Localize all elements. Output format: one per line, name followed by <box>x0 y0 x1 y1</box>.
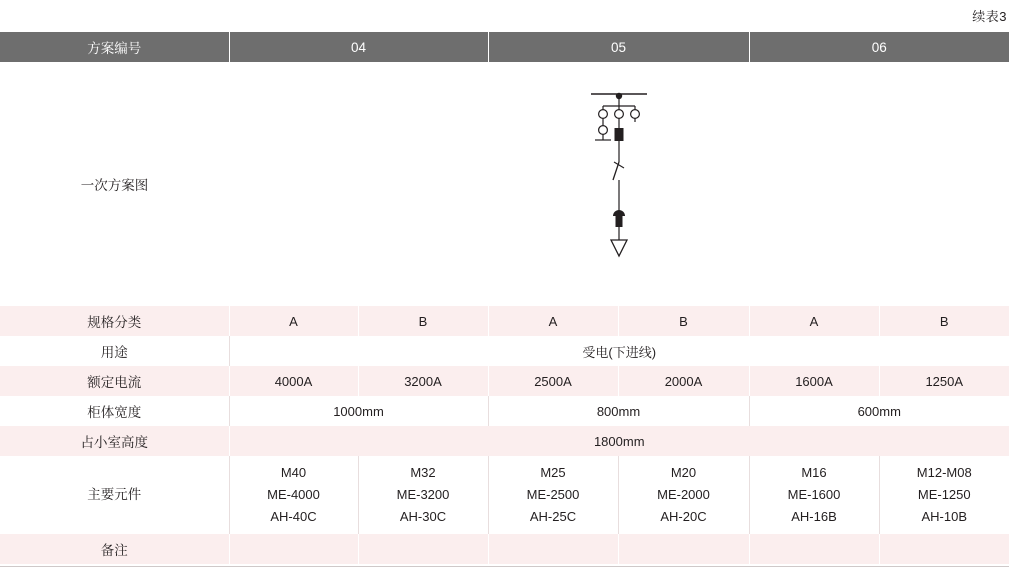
rated-current-row <box>0 366 1009 396</box>
remarks-cell-3 <box>488 534 618 564</box>
component-line: M32 <box>410 465 436 480</box>
component-line: AH-25C <box>529 509 577 524</box>
cabinet-width-value-3: 600mm <box>749 396 1009 426</box>
diagram-cell-06 <box>749 62 1009 306</box>
diagram-row-label: 一次方案图 <box>0 62 229 306</box>
component-line: ME-2500 <box>526 487 580 502</box>
spec-class-value-1: A <box>229 306 358 336</box>
remarks-label: 备注 <box>0 534 229 564</box>
one-line-diagram-icon <box>559 84 679 284</box>
remarks-row <box>0 534 1009 564</box>
component-line: AH-20C <box>660 509 707 524</box>
header-scheme-05: 05 <box>488 32 749 62</box>
diagram-cell-05 <box>488 62 749 306</box>
component-line: ME-2000 <box>657 487 710 502</box>
component-line: AH-10B <box>921 509 968 524</box>
cabinet-width-value-1: 1000mm <box>229 396 488 426</box>
component-line: ME-4000 <box>267 487 320 502</box>
spec-class-label: 规格分类 <box>0 306 229 336</box>
rated-current-value-6: 1250A <box>879 366 1009 396</box>
component-line: ME-1600 <box>787 487 841 502</box>
rated-current-value-4: 2000A <box>618 366 749 396</box>
spec-class-row <box>0 306 1009 336</box>
main-components-cell-4 <box>618 456 749 534</box>
spec-class-value-2: B <box>358 306 488 336</box>
diagram-cell-04 <box>229 62 488 306</box>
component-line: M16 <box>801 465 827 480</box>
main-components-cell-3 <box>488 456 618 534</box>
component-line: AH-16B <box>791 509 837 524</box>
room-height-label: 占小室高度 <box>0 426 229 456</box>
remarks-cell-1 <box>229 534 358 564</box>
rated-current-value-2: 3200A <box>358 366 488 396</box>
component-line: ME-1250 <box>917 487 971 502</box>
component-line: AH-30C <box>399 509 447 524</box>
usage-value: 受电(下进线) <box>229 336 1009 366</box>
spec-class-value-5: A <box>749 306 879 336</box>
main-components-cell-2 <box>358 456 488 534</box>
spec-class-value-4: B <box>618 306 749 336</box>
main-components-row <box>0 456 1009 534</box>
usage-row <box>0 336 1009 366</box>
component-line: AH-40C <box>270 509 317 524</box>
usage-label: 用途 <box>0 336 229 366</box>
main-components-label: 主要元件 <box>0 456 229 534</box>
header-scheme-06: 06 <box>749 32 1009 62</box>
component-line: M12-M08 <box>916 465 972 480</box>
cabinet-width-row <box>0 396 1009 426</box>
table-header-row <box>0 32 1009 62</box>
rated-current-value-1: 4000A <box>229 366 358 396</box>
cabinet-width-value-2: 800mm <box>488 396 749 426</box>
room-height-row <box>0 426 1009 456</box>
component-line: M25 <box>540 465 566 480</box>
room-height-value: 1800mm <box>229 426 1009 456</box>
main-components-cell-6 <box>879 456 1009 534</box>
diagram-row <box>0 62 1009 306</box>
remarks-cell-2 <box>358 534 488 564</box>
spec-class-value-6: B <box>879 306 1009 336</box>
component-line: ME-3200 <box>396 487 450 502</box>
main-components-cell-5 <box>749 456 879 534</box>
table-bottom-rule <box>0 566 1009 567</box>
header-scheme-04: 04 <box>229 32 488 62</box>
specification-table <box>0 32 1009 564</box>
main-components-cell-1 <box>229 456 358 534</box>
component-line: M20 <box>670 465 697 480</box>
rated-current-value-5: 1600A <box>749 366 879 396</box>
header-scheme-number-label: 方案编号 <box>0 32 229 62</box>
remarks-cell-6 <box>879 534 1009 564</box>
component-line: M40 <box>280 465 307 480</box>
cabinet-width-label: 柜体宽度 <box>0 396 229 426</box>
remarks-cell-5 <box>749 534 879 564</box>
remarks-cell-4 <box>618 534 749 564</box>
spec-class-value-3: A <box>488 306 618 336</box>
continuation-label: 续表3 <box>972 9 1007 24</box>
rated-current-value-3: 2500A <box>488 366 618 396</box>
rated-current-label: 额定电流 <box>0 366 229 396</box>
